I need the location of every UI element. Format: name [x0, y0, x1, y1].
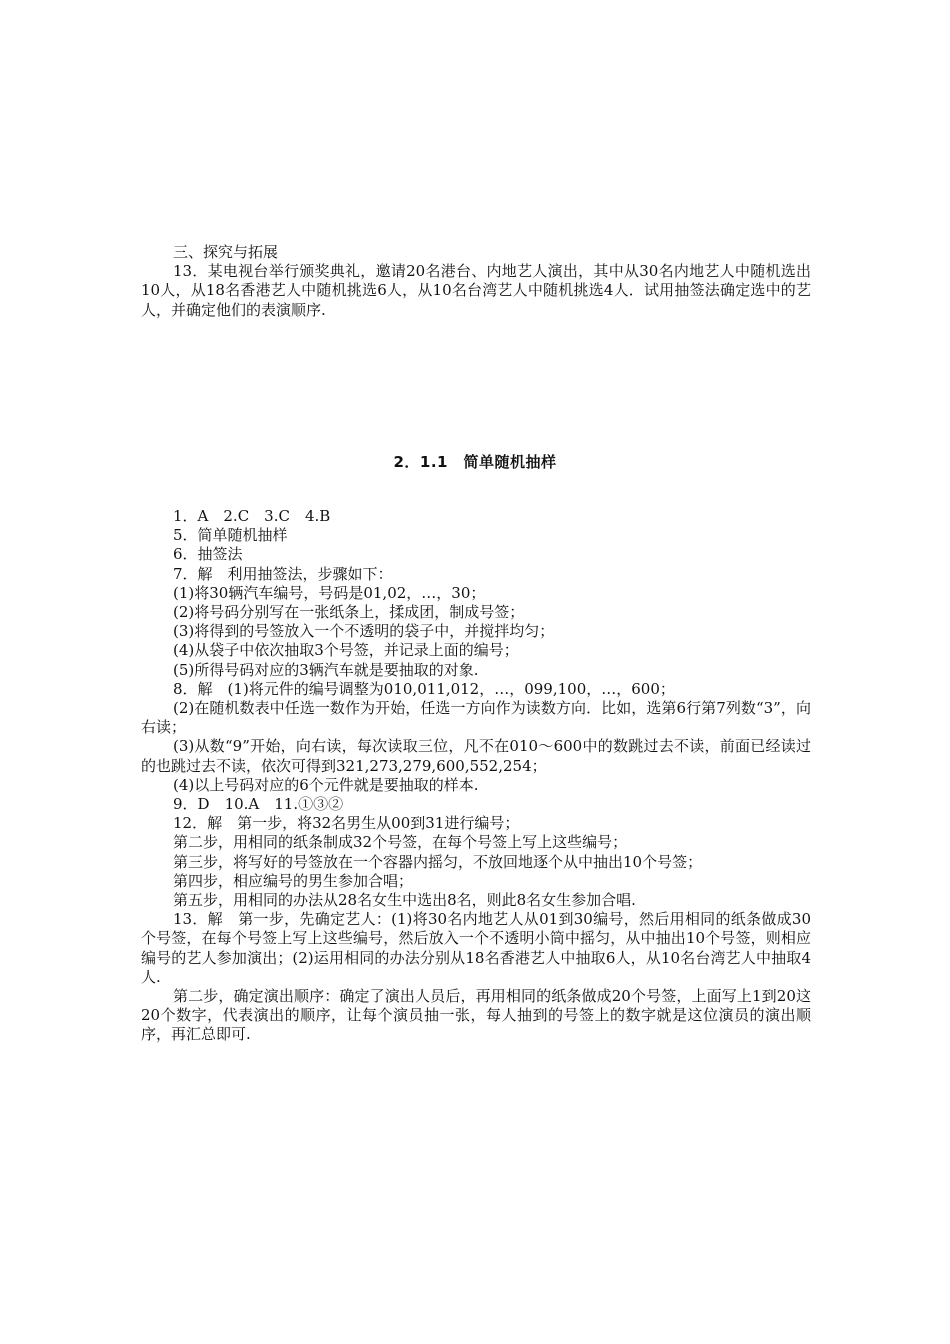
answer-8-step-3: (3)从数“9”开始，向右读，每次读取三位，凡不在010～600中的数跳过去不读，前面已经读过的也跳过去不读，依次可得到321,273,279,600,552,254； [141, 737, 811, 775]
question-13: 13．某电视台举行颁奖典礼，邀请20名港台、内地艺人演出，其中从30名内地艺人中随机选出10人，从18名香港艺人中随机挑选6人，从10名台湾艺人中随机挑选4人．试用抽签法确定选中的艺人，并确定他们的表演顺序. [141, 262, 811, 319]
answer-13-step-1: 13．解 第一步，先确定艺人：(1)将30名内地艺人从01到30编号，然后用相同的纸条做成30个号签，在每个号签上写上这些编号，然后放入一个不透明小筒中摇匀，从中抽出10个号签，则相应编号的艺人参加演出；(2)运用相同的办法分别从18名香港艺人中抽取6人，从10名台湾艺人中抽取4人. [141, 910, 811, 986]
answers-section [141, 507, 811, 1045]
answer-7-step-5: (5)所得号码对应的3辆汽车就是要抽取的对象. [173, 660, 479, 679]
answers-9-11: 9．D 10.A 11.①③② [173, 795, 344, 814]
answer-8-step-2: (2)在随机数表中任选一数作为开始，任选一方向作为读数方向．比如，选第6行第7列数“3”，向右读； [141, 699, 811, 737]
answer-12-step-2: 第二步，用相同的纸条制成32个号签，在每个号签上写上这些编号； [173, 833, 628, 852]
answer-12-step-4: 第四步，相应编号的男生参加合唱； [173, 871, 414, 890]
answer-8-step-1: 8．解 (1)将元件的编号调整为010,011,012，…，099,100，…，600； [173, 679, 675, 698]
answer-13-step-2: 第二步，确定演出顺序：确定了演出人员后，再用相同的纸条做成20个号签，上面写上1到20这20个数字，代表演出的顺序，让每个演员抽一张，每人抽到的号签上的数字就是这位演员的演出顺序，再汇总即可. [141, 987, 811, 1044]
answer-12-step-1: 12．解 第一步，将32名男生从00到31进行编号； [173, 814, 520, 833]
answer-12-step-3: 第三步，将写好的号签放在一个容器内摇匀，不放回地逐个从中抽出10个号签； [173, 852, 703, 871]
answer-7-step-2: (2)将号码分别写在一张纸条上，揉成团，制成号签； [173, 603, 525, 622]
answer-6: 6．抽签法 [173, 545, 243, 564]
answer-5: 5．简单随机抽样 [173, 526, 288, 545]
section-exploration [141, 243, 811, 320]
answer-8-step-4: (4)以上号码对应的6个元件就是要抽取的样本. [173, 775, 479, 794]
answers-title: 2．1.1 简单随机抽样 [393, 453, 557, 471]
answer-7-step-1: (1)将30辆汽车编号，号码是01,02，…，30； [173, 583, 486, 602]
answer-7-step-3: (3)将得到的号签放入一个不透明的袋子中，并搅拌均匀； [173, 622, 555, 641]
answers-1-4: 1．A 2.C 3.C 4.B [173, 507, 331, 525]
answer-7-step-4: (4)从袋子中依次抽取3个号签，并记录上面的编号； [173, 641, 519, 660]
section-heading: 三、探究与拓展 [173, 243, 279, 261]
answer-7-intro: 7．解 利用抽签法，步骤如下： [173, 564, 393, 583]
answer-12-step-5: 第五步，用相同的办法从28名女生中选出8名，则此8名女生参加合唱. [173, 891, 636, 910]
